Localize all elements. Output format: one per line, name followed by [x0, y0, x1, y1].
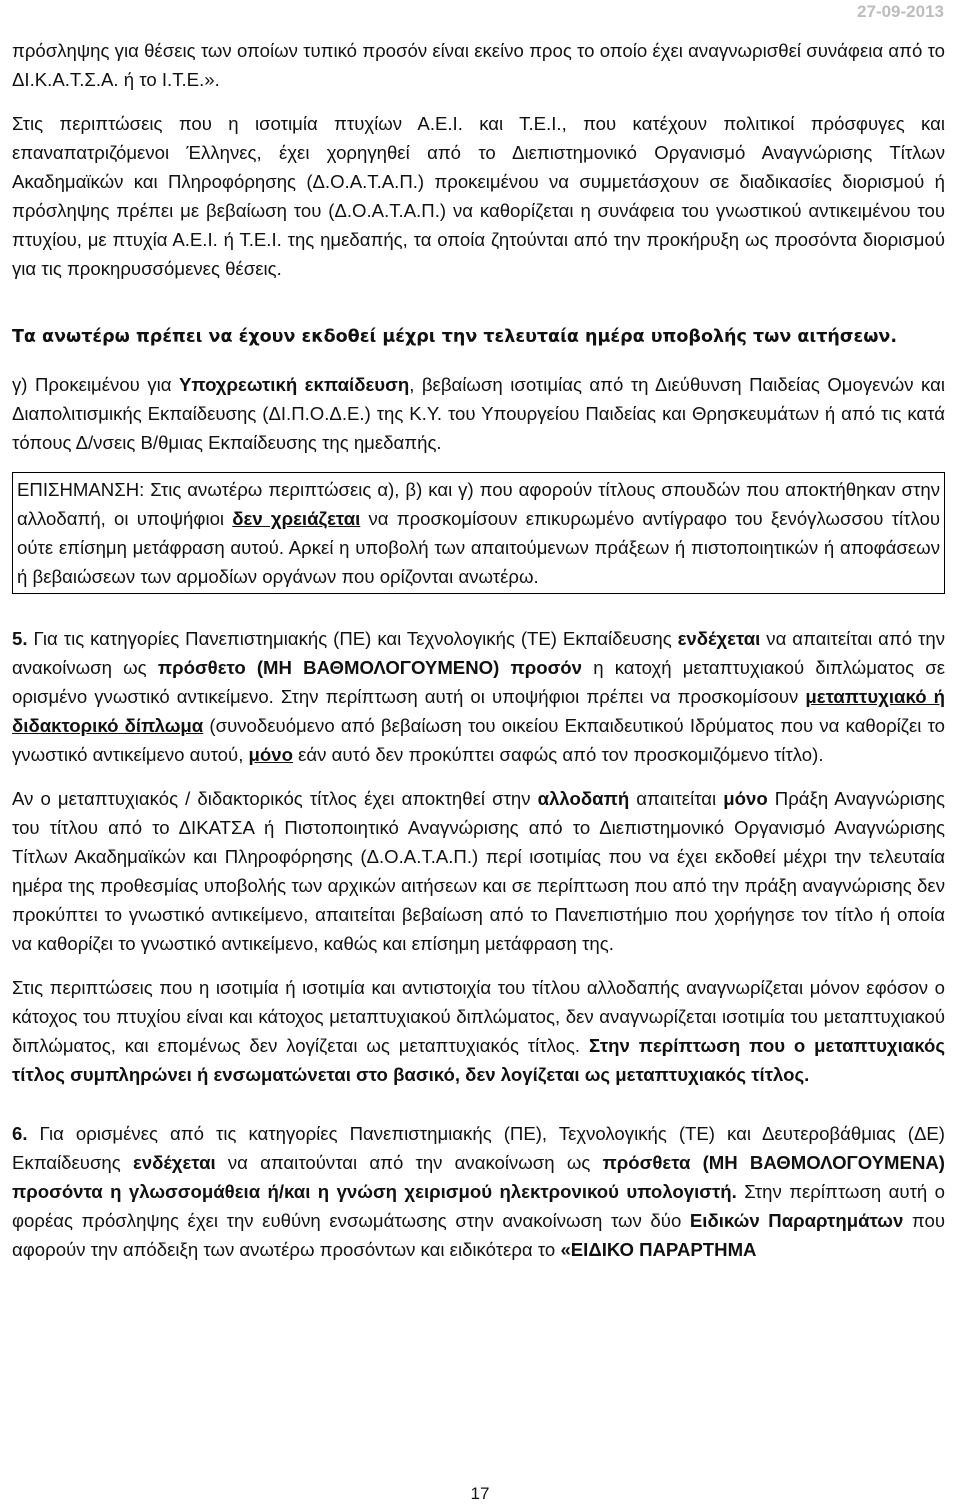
page-number: 17: [470, 1484, 490, 1503]
section-6-number: 6.: [12, 1123, 28, 1144]
paragraph-refugees: Στις περιπτώσεις που η ισοτιμία πτυχίων Α.Ε.Ι. και Τ.Ε.Ι., που κατέχουν πολιτικοί πρόσφυγες και επαναπατριζόμενοι Έλληνες, έχει χορηγηθεί από το Διεπιστημονικό Οργανισμό Αναγνώρισης Τίτλων Ακαδημαϊκών και Πληροφόρησης (Δ.Ο.Α.Τ.Α.Π.) προκειμένου να συμμετάσχουν σε διαδικασίες διορισμού ή πρόσληψης πρέπει με βεβαίωση του (Δ.Ο.Α.Τ.Α.Π.) να καθορίζεται η συνάφεια του γνωστικού αντικειμένου του πτυχίου, με πτυχία Α.Ε.Ι. ή Τ.Ε.Ι. της ημεδαπής, τα οποία ζητούνται από την προκήρυξη ως προσόντα διορισμού για τις προκηρυσσόμενες θέσεις.: [12, 113, 945, 279]
section-6: 6. Για ορισμένες από τις κατηγορίες Πανεπιστημιακής (ΠΕ), Τεχνολογικής (ΤΕ) και Δευτεροβάθμιας (ΔΕ) Εκπαίδευσης ενδέχεται να απαιτούνται από την ανακοίνωση ως πρόσθετα (ΜΗ ΒΑΘΜΟΛΟΓΟΥΜΕΝΑ) προσόντα η γλωσσομάθεια ή/και η γνώση χειρισμού ηλεκτρονικού υπολογιστή. Στην περίπτωση αυτή ο φορέας πρόσληψης έχει την ευθύνη ενσωμάτωσης στην ανακοίνωση των δύο Ειδικών Παραρτημάτων που αφορούν την απόδειξη των ανωτέρω προσόντων και ειδικότερα το «ΕΙΔΙΚΟ ΠΑΡΑΡΤΗΜΑ: [12, 1123, 946, 1260]
deadline-heading: Τα ανωτέρω πρέπει να έχουν εκδοθεί μέχρι την τελευταία ημέρα υποβολής των αιτήσεων.: [12, 327, 897, 347]
paragraph-compulsory-education: γ) Προκειμένου για Υποχρεωτική εκπαίδευση, βεβαίωση ισοτιμίας από τη Διεύθυνση Παιδείας Ομογενών και Διαπολιτισμικής Εκπαίδευσης (ΔΙ.Π.Ο.Δ.Ε.) της Κ.Υ. του Υπουργείου Παιδείας και Θρησκευμάτων ή από τις κατά τόπους Δ/νσεις Β/θμιας Εκπαίδευσης της ημεδαπής.: [12, 374, 945, 453]
notice-box: ΕΠΙΣΗΜΑΝΣΗ: Στις ανωτέρω περιπτώσεις α), β) και γ) που αφορούν τίτλους σπουδών που αποκτήθηκαν στην αλλοδαπή, οι υποψήφιοι δεν χρειάζεται να προσκομίσουν επικυρωμένο αντίγραφο του ξενόγλωσσου τίτλου ούτε επίσημη μετάφραση αυτού. Αρκεί η υποβολή των απαιτούμενων πράξεων ή πιστοποιητικών ή αποφάσεων ή βεβαιώσεων των αρμοδίων οργάνων που ορίζονται ανωτέρω.: [12, 472, 945, 594]
paragraph-equivalence: Στις περιπτώσεις που η ισοτιμία ή ισοτιμία και αντιστοιχία του τίτλου αλλοδαπής αναγνωρίζεται μόνον εφόσον ο κάτοχος του πτυχίου είναι και κάτοχος μεταπτυχιακού διπλώματος, δεν αναγνωρίζεται ισοτιμία του μεταπτυχιακού διπλώματος, και επομένως δεν λογίζεται ως μεταπτυχιακός τίτλος. Στην περίπτωση που ο μεταπτυχιακός τίτλος συμπληρώνει ή ενσωματώνεται στο βασικό, δεν λογίζεται ως μεταπτυχιακός τίτλος.: [12, 977, 945, 1085]
paragraph-foreign-degree: Αν ο μεταπτυχιακός / διδακτορικός τίτλος έχει αποκτηθεί στην αλλοδαπή απαιτείται μόνο Πράξη Αναγνώρισης του τίτλου από το ΔΙΚΑΤΣΑ ή Πιστοποιητικό Αναγνώρισης από το Διεπιστημονικό Οργανισμό Αναγνώρισης Τίτλων Ακαδημαϊκών και Πληροφόρησης (Δ.Ο.Α.Τ.Α.Π.) περί ισοτιμίας που να έχει εκδοθεί μέχρι την τελευταία ημέρα της προθεσμίας υποβολής των αρχικών αιτήσεων και σε περίπτωση που από την πράξη αναγνώρισης δεν προκύπτει το γνωστικό αντικείμενο, απαιτείται βεβαίωση από το Πανεπιστήμιο που χορήγησε τον τίτλο ή οποία να καθορίζει το γνωστικό αντικείμενο, καθώς και επίσημη μετάφραση της.: [12, 788, 945, 954]
section-5: 5. Για τις κατηγορίες Πανεπιστημιακής (ΠΕ) και Τεχνολογικής (ΤΕ) Εκπαίδευσης ενδέχεται να απαιτείται από την ανακοίνωση ως πρόσθετο (ΜΗ ΒΑΘΜΟΛΟΓΟΥΜΕΝΟ) προσόν η κατοχή μεταπτυχιακού διπλώματος σε ορισμένο γνωστικό αντικείμενο. Στην περίπτωση αυτή οι υποψήφιοι πρέπει να προσκομίσουν μεταπτυχιακό ή διδακτορικό δίπλωμα (συνοδευόμενο από βεβαίωση του οικείου Εκπαιδευτικού Ιδρύματος που να καθορίζει το γνωστικό αντικείμενο αυτού, μόνο εάν αυτό δεν προκύπτει σαφώς από τον προσκομιζόμενο τίτλο).: [12, 628, 946, 765]
section-5-number: 5.: [12, 628, 28, 649]
document-body: [12, 36, 945, 1264]
paragraph-continuation: πρόσληψης για θέσεις των οποίων τυπικό προσόν είναι εκείνο προς το οποίο έχει αναγνωρισθεί συνάφεια από το ΔΙ.Κ.Α.Τ.Σ.Α. ή το Ι.Τ.Ε.».: [12, 40, 945, 90]
document-date: 27-09-2013: [857, 2, 944, 21]
